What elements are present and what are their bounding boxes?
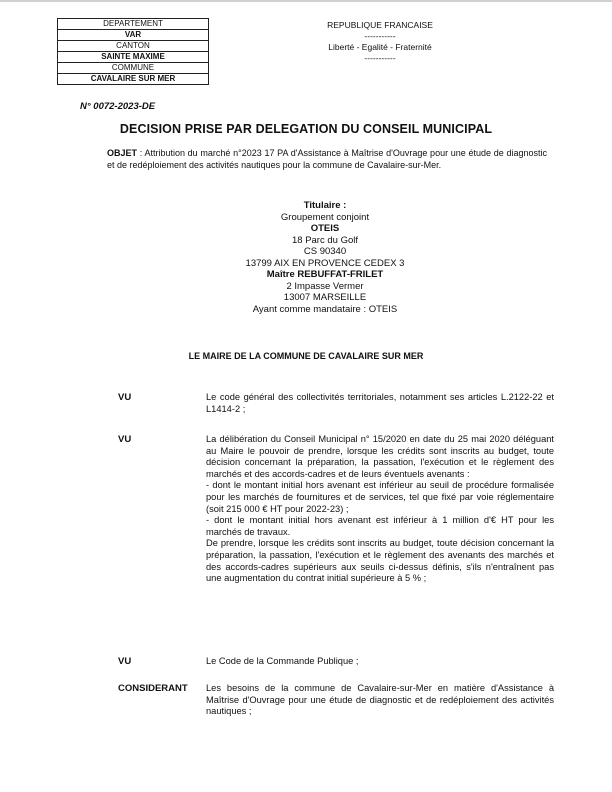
- titulaire-address-line: 18 Parc du Golf: [291, 234, 358, 246]
- republic-separator: -----------: [364, 31, 396, 41]
- commune-value: CAVALAIRE SUR MER: [90, 74, 176, 83]
- partner-address-line: 2 Impasse Vermer: [286, 280, 364, 292]
- objet-label: OBJET: [107, 148, 138, 158]
- page-title: DECISION PRISE PAR DELEGATION DU CONSEIL MUNICIPAL: [119, 122, 493, 136]
- canton-value: SAINTE MAXIME: [58, 52, 208, 63]
- clause-paragraph: De prendre, lorsque les crédits sont inscrits au budget, toute décision concernant la préparation, la passation, l'exécution et le règlement des avenants des marchés et des accords-cadres supérieurs aux seuils ci-dessus définis, s'ils n'entraînent pas une augmentation du contrat initial supérieure à 5 % ;: [206, 538, 554, 584]
- titulaire-company: OTEIS: [310, 223, 340, 234]
- titulaire-address-line: CS 90340: [303, 246, 347, 257]
- clause-paragraph: - dont le montant initial hors avenant est inférieur à 1 million d'€ HT pour les marchés de travaux.: [206, 515, 554, 537]
- clause-text: [206, 392, 554, 415]
- objet-paragraph: [107, 148, 547, 171]
- clause-paragraph: - dont le montant initial hors avenant est inférieur au seuil de procédure formalisée pour les marchés de fournitures et de services, tel que fixé par voie réglementaire (soit 215 000 € HT pour 2022-23) ;: [206, 480, 554, 514]
- titulaire-mandataire: Ayant comme mandataire : OTEIS: [252, 303, 398, 315]
- clause-paragraph: Le code général des collectivités territoriales, notamment ses articles L.2122-22 et L1414-2 ;: [206, 392, 554, 414]
- page-top-border: [0, 0, 612, 2]
- partner-address-line: 13007 MARSEILLE: [283, 292, 367, 303]
- canton-label: CANTON: [58, 41, 208, 52]
- clause-paragraph: La délibération du Conseil Municipal n° 15/2020 en date du 25 mai 2020 déléguant au Maire le pouvoir de prendre, lorsque les crédits sont inscrits au budget, toute décision concernant la préparation, la passation, l'exécution et le règlement des marchés et des accords-cadres et de leurs éventuels avenants :: [206, 434, 554, 479]
- republic-separator: -----------: [364, 53, 396, 63]
- clause-keyword: VU: [118, 434, 132, 445]
- objet-text: : Attribution du marché n°2023 17 PA d'Assistance à Maîtrise d'Ouvrage pour une étude de diagnostic et de redéploiement des activités nautiques pour la commune de Cavalaire-sur-Mer.: [107, 148, 547, 170]
- clause-keyword: VU: [118, 392, 132, 403]
- titulaire-type: Groupement conjoint: [280, 211, 370, 223]
- titulaire-address-line: 13799 AIX EN PROVENCE CEDEX 3: [245, 257, 405, 269]
- clause-paragraph: Le Code de la Commande Publique ;: [206, 656, 359, 666]
- republic-motto: Liberté - Egalité - Fraternité: [328, 42, 432, 52]
- clause-paragraph: Les besoins de la commune de Cavalaire-sur-Mer en matière d'Assistance à Maîtrise d'Ouvrage pour une étude de diagnostic et de redéploiement des activités nautiques ;: [206, 683, 554, 717]
- titulaire-block: [180, 200, 470, 315]
- clause-text: [206, 434, 554, 585]
- clause-text: [206, 683, 554, 718]
- department-value: VAR: [58, 30, 208, 41]
- clause-keyword: CONSIDERANT: [118, 683, 188, 694]
- decision-reference: N° 0072-2023-DE: [80, 101, 156, 112]
- administrative-info-box: [57, 18, 209, 85]
- commune-label: COMMUNE: [58, 63, 208, 74]
- republic-header: [290, 20, 470, 64]
- clause-keyword: VU: [118, 656, 132, 667]
- mayor-heading: LE MAIRE DE LA COMMUNE DE CAVALAIRE SUR MER: [188, 351, 424, 361]
- titulaire-label: Titulaire :: [303, 200, 347, 211]
- department-label: DEPARTEMENT: [58, 19, 208, 30]
- clause-text: [206, 656, 554, 668]
- titulaire-partner: Maître REBUFFAT-FRILET: [266, 269, 384, 280]
- republic-name: REPUBLIQUE FRANCAISE: [327, 20, 433, 30]
